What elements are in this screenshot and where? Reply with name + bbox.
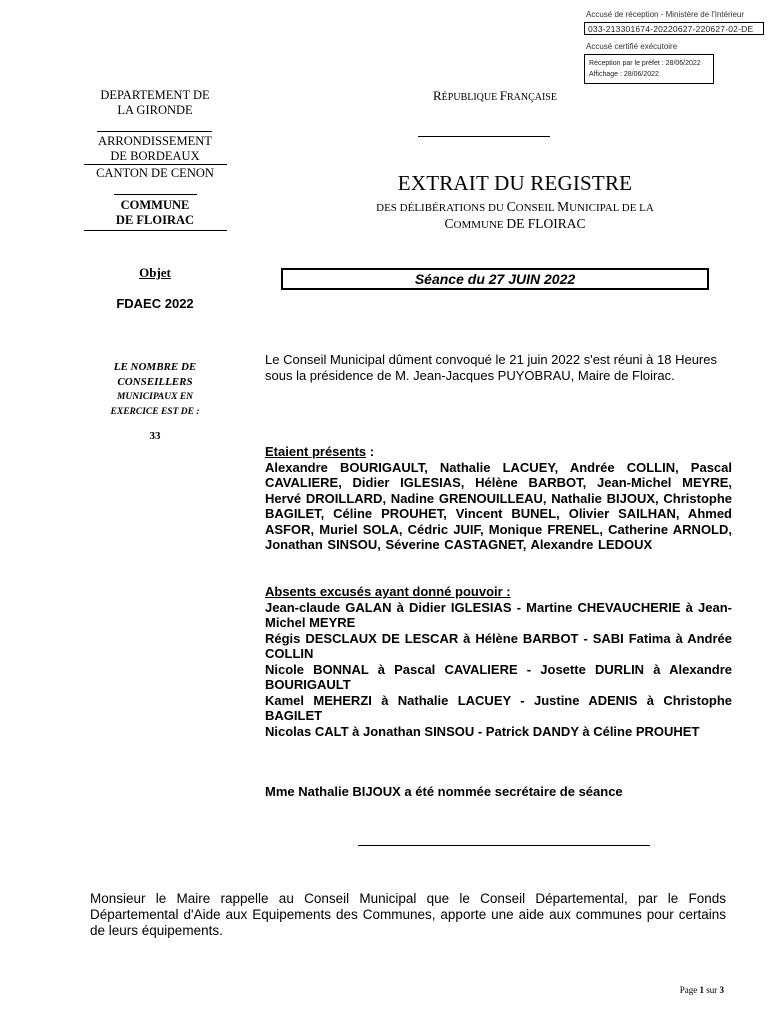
- sub1-m: M: [557, 199, 570, 214]
- secretaire-line: Mme Nathalie BIJOUX a été nommée secrétaire de séance: [265, 784, 623, 799]
- sub2-floirac: DE FLOIRAC: [506, 216, 586, 231]
- conseillers-count: 33: [149, 430, 161, 442]
- divider: [358, 845, 650, 846]
- absents-heading: Absents excusés ayant donné pouvoir :: [265, 584, 511, 599]
- commune-line-2: DE FLOIRAC: [115, 213, 195, 227]
- republique-initial: R: [433, 88, 442, 103]
- page-word: Page: [679, 985, 700, 995]
- republique-rest: ÉPUBLIQUE: [441, 92, 500, 103]
- page-current: 1: [699, 985, 704, 995]
- sub1-unicipal: UNICIPAL DE LA: [569, 202, 654, 214]
- objet-label: Objet: [139, 265, 171, 280]
- francaise-rest: RANÇAISE: [506, 92, 557, 103]
- seance-box: [281, 268, 709, 290]
- absents-section: [265, 584, 732, 739]
- stamp-affichage-date: Affichage : 28/06/2022: [589, 71, 659, 78]
- conseillers-line-1: LE NOMBRE DE: [113, 361, 197, 373]
- conseillers-line-2: CONSEILLERS: [117, 376, 193, 388]
- divider: [97, 131, 212, 132]
- objet-value: FDAEC 2022: [116, 296, 194, 311]
- conseillers-label: [80, 360, 230, 420]
- departement: [80, 88, 230, 118]
- sub1-onseil: ONSEIL: [515, 202, 558, 214]
- stamp-executoire: Accusé certifié exécutoire: [586, 42, 678, 51]
- title-subline-2: [260, 216, 770, 232]
- presents-label: Etaient présents: [265, 444, 367, 459]
- page-sur: sur: [704, 985, 720, 995]
- departement-line-2: LA GIRONDE: [117, 103, 193, 117]
- sub2-c: C: [444, 216, 454, 231]
- conseillers-line-4: EXERCICE EST DE :: [110, 407, 200, 417]
- absents-line: Régis DESCLAUX DE LESCAR à Hélène BARBOT - SABI Fatima à Andrée COLLIN: [265, 630, 732, 661]
- absents-line: Kamel MEHERZI à Nathalie LACUEY - Justine ADENIS à Christophe BAGILET: [265, 692, 732, 723]
- sub1-c: C: [506, 199, 516, 214]
- divider: [418, 136, 550, 137]
- arrondissement: [80, 134, 230, 164]
- title-subline-1: [260, 199, 770, 215]
- presents-heading: [265, 444, 732, 460]
- canton: CANTON DE CENON: [96, 166, 214, 180]
- stamp-dates: [584, 54, 714, 84]
- sub2-ommune: OMMUNE: [453, 219, 507, 231]
- francaise-initial: F: [499, 88, 507, 103]
- presents-names: Alexandre BOURIGAULT, Nathalie LACUEY, Andrée COLLIN, Pascal CAVALIERE, Didier IGLESIAS, Hélène BARBOT, Jean-Michel MEYRE, Hervé DROILLARD, Nadine GRENOUILLEAU, Nathalie BIJOUX, Christophe BAGILET, Céline PROUHET, Vincent BUNEL, Olivier SAILHAN, Ahmed ASFOR, Muriel SOLA, Cédric JUIF, Monique FRENEL, Catherine ARNOLD, Jonathan SINSOU, Séverine CASTAGNET, Alexandre LEDOUX: [265, 459, 732, 552]
- divider: [114, 194, 197, 195]
- sub1-prefix: DES DÉLIBÉRATIONS DU: [376, 202, 507, 214]
- presents-section: [265, 444, 732, 553]
- absents-line: Nicolas CALT à Jonathan SINSOU - Patrick DANDY à Céline PROUHET: [265, 723, 700, 739]
- republique-francaise: [260, 88, 730, 104]
- body-paragraph: Monsieur le Maire rappelle au Conseil Municipal que le Conseil Départemental, par le Fonds Départemental d'Aide aux Equipements des Communes, apporte une aide aux communes pour certains de leurs équipements.: [90, 891, 726, 938]
- divider: [84, 164, 227, 165]
- page-number: [660, 985, 724, 995]
- seance-date: Séance du 27 JUIN 2022: [414, 271, 576, 287]
- arrondissement-line-1: ARRONDISSEMENT: [98, 134, 212, 148]
- departement-line-1: DEPARTEMENT DE: [100, 88, 210, 102]
- divider: [84, 230, 227, 231]
- absents-line: Nicole BONNAL à Pascal CAVALIERE - Josette DURLIN à Alexandre BOURIGAULT: [265, 661, 732, 692]
- document-title: EXTRAIT DU REGISTRE: [397, 171, 633, 195]
- conseillers-line-3: MUNICIPAUX EN: [116, 392, 194, 402]
- intro-paragraph: Le Conseil Municipal dûment convoqué le 21 juin 2022 s'est réuni à 18 Heures sous la présidence de M. Jean-Jacques PUYOBRAU, Maire de Floirac.: [265, 352, 717, 383]
- absents-line: Jean-claude GALAN à Didier IGLESIAS - Martine CHEVAUCHERIE à Jean-Michel MEYRE: [265, 599, 732, 630]
- stamp-reception-date: Réception par le préfet : 28/06/2022: [589, 60, 701, 67]
- commune-line-1: COMMUNE: [120, 198, 190, 212]
- arrondissement-line-2: DE BORDEAUX: [110, 149, 200, 163]
- stamp-accuse-reception: Accusé de réception - Ministère de l'Intérieur: [586, 10, 745, 19]
- presents-colon: :: [366, 444, 375, 459]
- page-total: 3: [719, 985, 724, 995]
- stamp-reference: 033-213301674-20220627-220627-02-DE: [584, 22, 764, 35]
- commune: [80, 198, 230, 228]
